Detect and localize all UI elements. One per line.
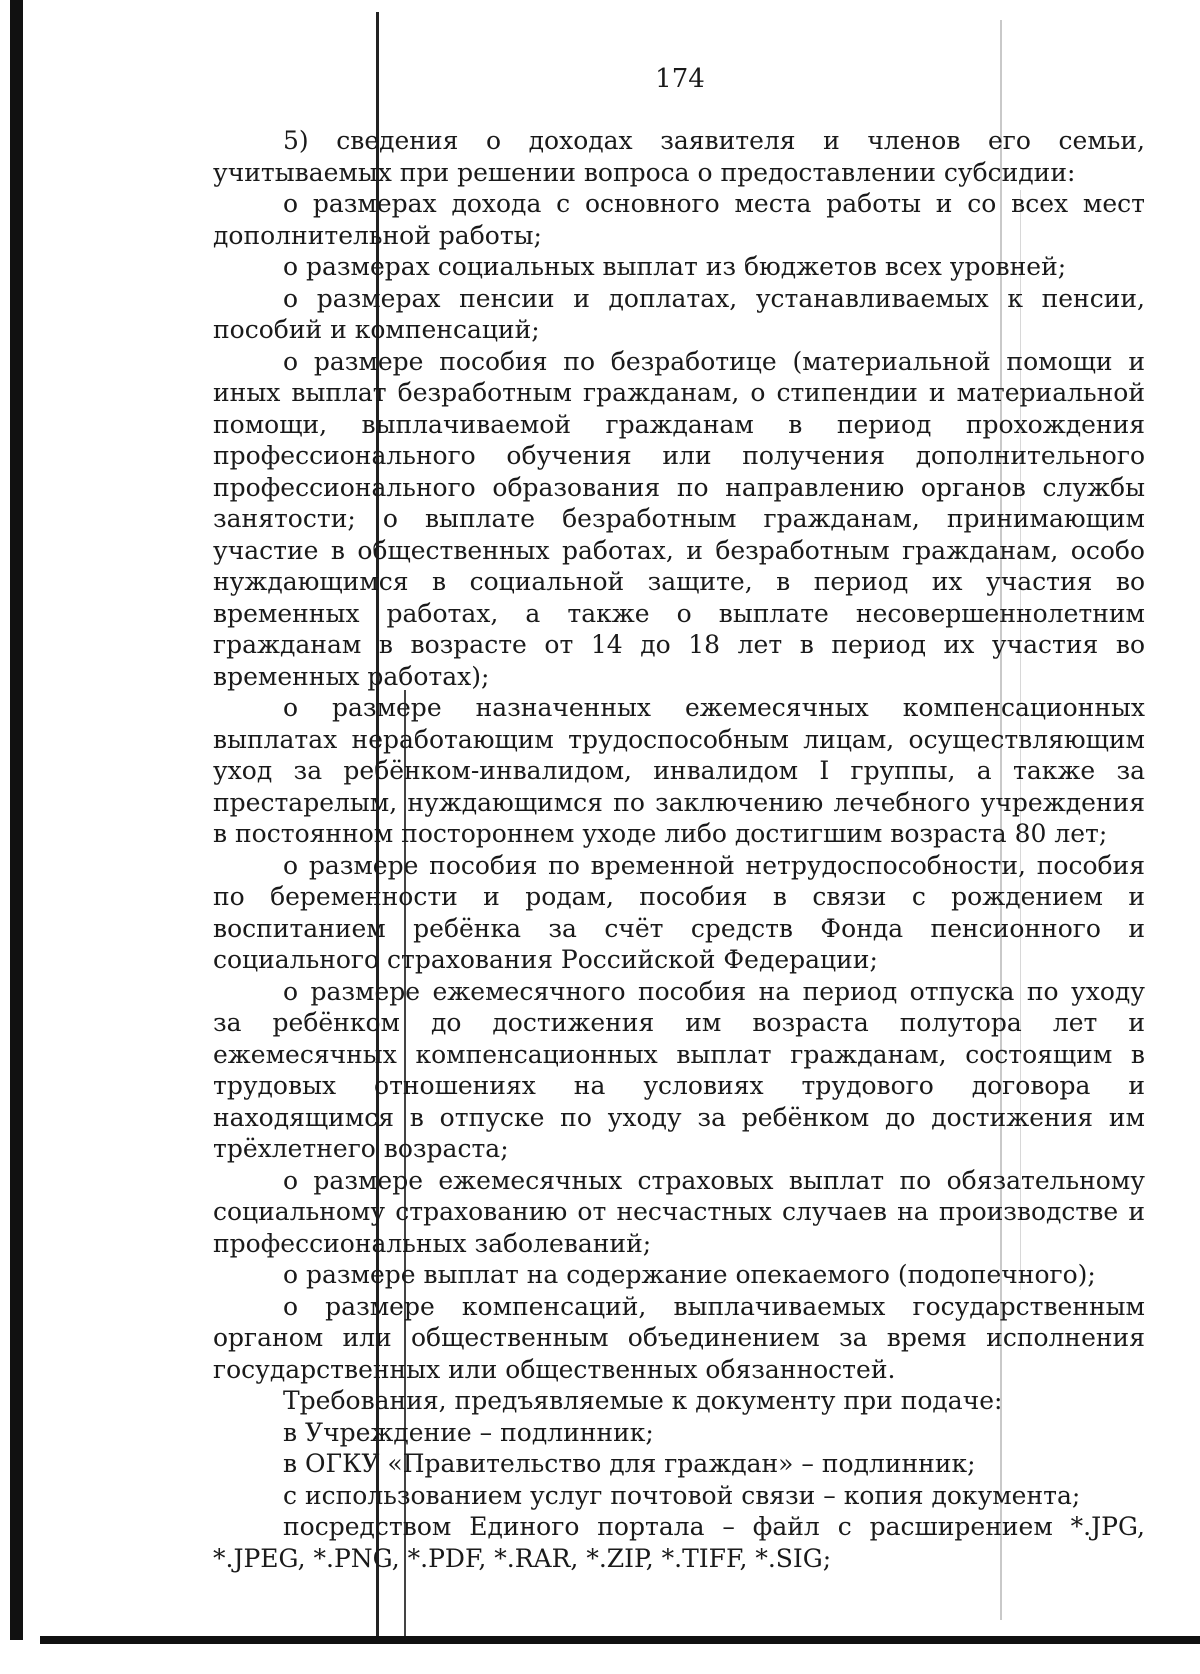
- page-number: 174: [655, 64, 705, 94]
- paragraph: о размерах пенсии и доплатах, устанавливаемых к пенсии, пособий и компенсаций;: [213, 283, 1145, 344]
- paragraph: посредством Единого портала – файл с расширением *.JPG, *.JPEG, *.PNG, *.PDF, *.RAR, *.ZIP, *.TIFF, *.SIG;: [213, 1512, 1145, 1573]
- paragraph: о размере выплат на содержание опекаемого (подопечного);: [283, 1260, 1096, 1289]
- paragraph: в ОГКУ «Правительство для граждан» – подлинник;: [283, 1449, 976, 1478]
- paragraph: о размерах социальных выплат из бюджетов всех уровней;: [283, 252, 1067, 281]
- paragraph: о размере компенсаций, выплачиваемых государственным органом или общественным объединением за время исполнения государственных или общественных обязанностей.: [213, 1291, 1145, 1384]
- paragraph: о размере назначенных ежемесячных компенсационных выплатах неработающим трудоспособным лицам, осуществляющим уход за ребёнком-инвалидом, инвалидом I группы, а также за престарелым, нуждающимся по заключению лечебного учреждения в постоянном постороннем уходе либо достигшим возраста 80 лет;: [213, 693, 1145, 848]
- paragraph: 5) сведения о доходах заявителя и членов его семьи, учитываемых при решении вопроса о предоставлении субсидии:: [213, 126, 1145, 187]
- document-body: [213, 125, 1145, 1574]
- scan-bottom-edge: [40, 1636, 1200, 1644]
- paragraph: в Учреждение – подлинник;: [283, 1417, 654, 1447]
- paragraph: Требования, предъявляемые к документу при подаче:: [283, 1386, 1003, 1415]
- paragraph: с использованием услуг почтовой связи – копия документа;: [283, 1480, 1081, 1510]
- paragraph: о размере ежемесячных страховых выплат по обязательному социальному страхованию от несчастных случаев на производстве и профессиональных заболеваний;: [213, 1165, 1145, 1258]
- paragraph: о размере пособия по временной нетрудоспособности, пособия по беременности и родам, пособия в связи с рождением и воспитанием ребёнка за счёт средств Фонда пенсионного и социального страхования Российской Федерации;: [213, 850, 1145, 974]
- paragraph: о размере ежемесячного пособия на период отпуска по уходу за ребёнком до достижения им возраста полутора лет и ежемесячных компенсационных выплат гражданам, состоящим в трудовых отношениях на условиях трудового договора и находящимся в отпуске по уходу за ребёнком до достижения им трёхлетнего возраста;: [213, 976, 1145, 1163]
- scan-left-edge: [10, 0, 23, 1640]
- paragraph: о размерах дохода с основного места работы и со всех мест дополнительной работы;: [213, 189, 1145, 250]
- paragraph: о размере пособия по безработице (материальной помощи и иных выплат безработным гражданам, о стипендии и материальной помощи, выплачиваемой гражданам в период прохождения профессионального обучения или получения дополнительного профессионального образования по направлению органов службы занятости; о выплате безработным гражданам, принимающим участие в общественных работах, и безработным гражданам, особо нуждающимся в социальной защите, в период их участия во временных работах, а также о выплате несовершеннолетним гражданам в возрасте от 14 до 18 лет в период их участия во временных работах);: [213, 346, 1145, 691]
